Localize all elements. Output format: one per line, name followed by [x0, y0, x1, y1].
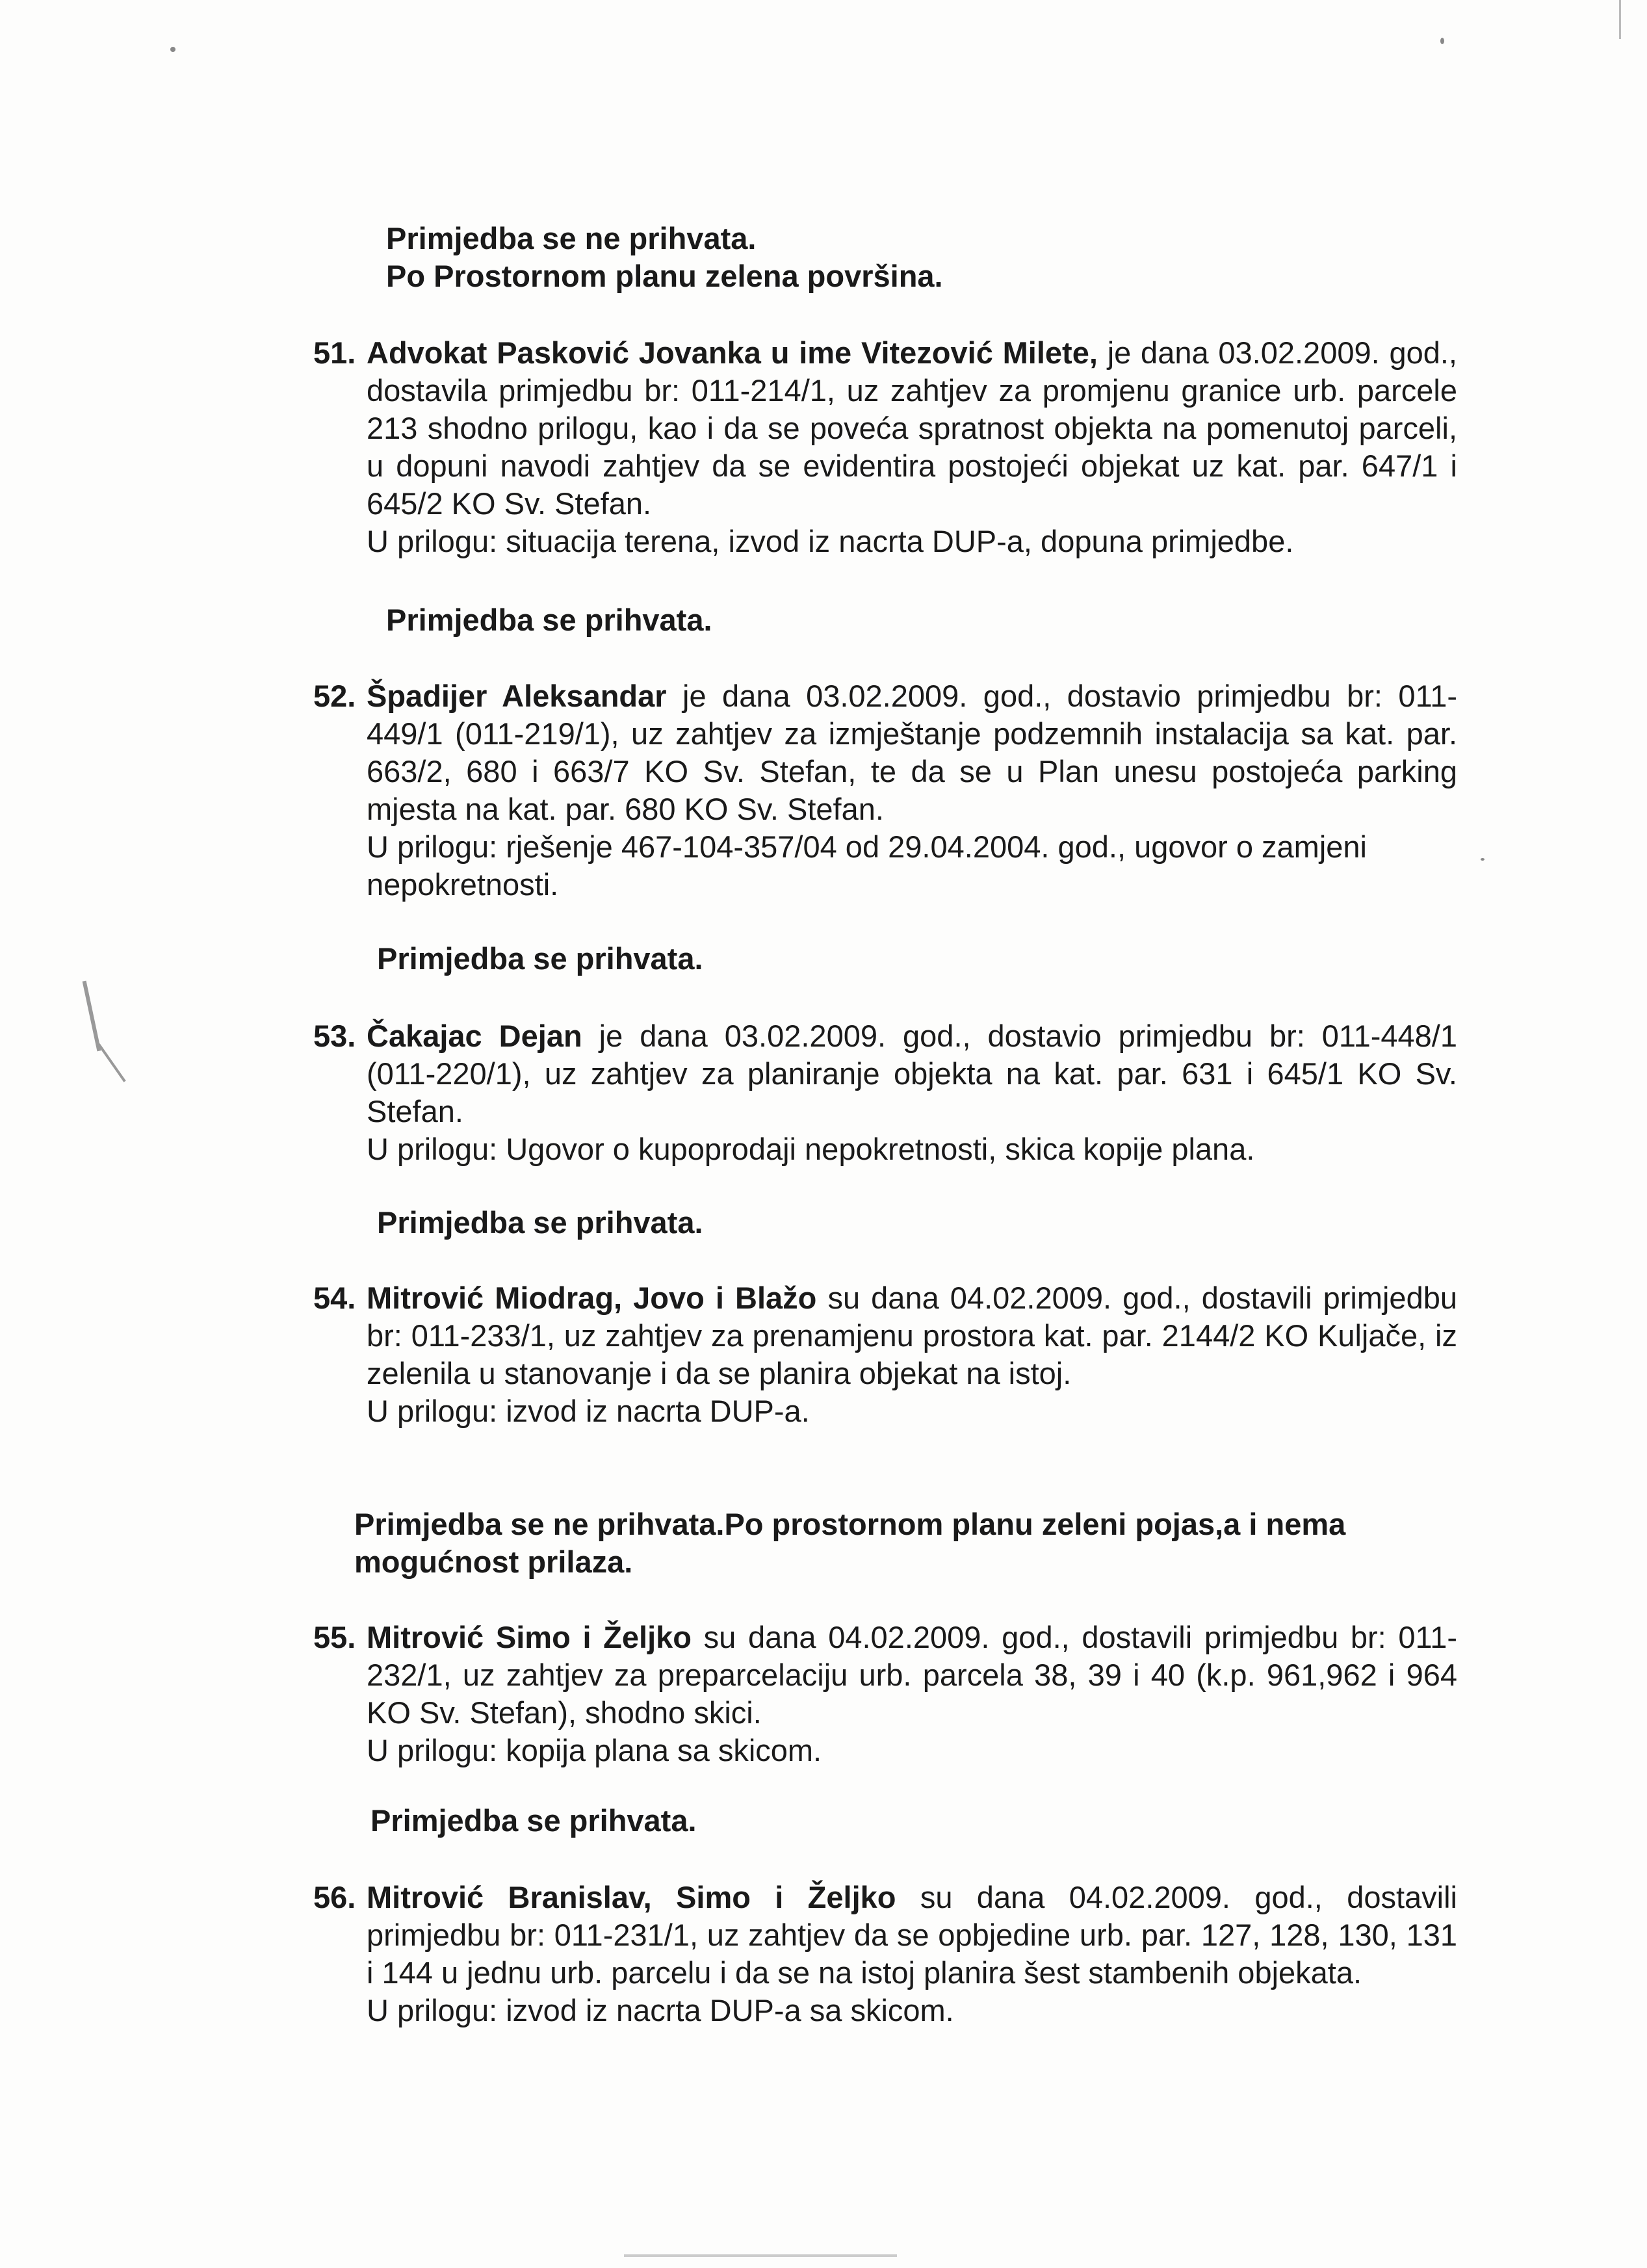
scan-speck — [1440, 38, 1444, 44]
list-item — [313, 1279, 1457, 1430]
item-number: 55. — [313, 1620, 356, 1654]
item-text: je dana 03.02.2009. god., dostavila primjedbu br: 011-214/1, uz zahtjev za promjenu granice urb. parcele 213 shodno prilogu, kao i da se poveća spratnost objekta na pomenutoj parceli, u dopuni navodi zahtjev da se evidentira postojeći objekat uz kat. par. 647/1 i 645/2 KO Sv. Stefan. — [367, 335, 1457, 521]
item-name: Advokat Pasković Jovanka u ime Vitezović Milete, — [367, 335, 1098, 370]
scan-edge — [1619, 0, 1621, 39]
item-text: su dana 04.02.2009. god., dostavili primjedbu br: 011-233/1, uz zahtjev za prenamjenu prostora kat. par. 2144/2 KO Kuljače, iz zelenila u stanovanje i da se planira objekat na istoj. — [367, 1281, 1457, 1390]
item-decision: Primjedba se prihvata. — [386, 603, 712, 637]
item-text: je dana 03.02.2009. god., dostavio primjedbu br: 011-448/1 (011-220/1), uz zahtjev za planiranje objekta na kat. par. 631 i 645/1 KO Sv. Stefan. — [367, 1019, 1457, 1128]
item-name: Špadijer Aleksandar — [367, 679, 667, 713]
item-number: 51. — [313, 335, 356, 370]
scan-bottom-rule — [624, 2254, 897, 2257]
item-decision: Primjedba se prihvata. — [377, 1205, 703, 1240]
item-text: je dana 03.02.2009. god., dostavio primjedbu br: 011-449/1 (011-219/1), uz zahtjev za izmještanje podzemnih instalacija sa kat. par. 663/2, 680 i 663/7 KO Sv. Stefan, te da se u Plan unesu postojeća parking mjesta na kat. par. 680 KO Sv. Stefan. — [367, 679, 1458, 826]
item-name: Čakajac Dejan — [367, 1019, 582, 1053]
intro-decision-reason: Po Prostornom planu zelena površina. — [386, 259, 943, 293]
scan-speck — [170, 47, 175, 52]
item-number: 53. — [313, 1019, 356, 1053]
item-attachment: U prilogu: kopija plana sa skicom. — [367, 1733, 822, 1767]
item-attachment: U prilogu: izvod iz nacrta DUP-a. — [367, 1394, 810, 1428]
list-item — [313, 1619, 1457, 1769]
list-item — [313, 677, 1457, 904]
item-decision: Primjedba se prihvata. — [370, 1803, 697, 1838]
list-item — [313, 334, 1457, 560]
list-item — [313, 1879, 1457, 2029]
item-name: Mitrović Miodrag, Jovo i Blažo — [367, 1281, 817, 1315]
item-number: 52. — [313, 679, 356, 713]
item-name: Mitrović Branislav, Simo i Željko — [367, 1880, 896, 1914]
item-number: 54. — [313, 1281, 356, 1315]
list-item — [313, 1017, 1457, 1168]
intro-decision-line: Primjedba se ne prihvata. — [386, 221, 757, 255]
item-text: su dana 04.02.2009. god., dostavili primjedbu br: 011-231/1, uz zahtjev da se opbjedine urb. par. 127, 128, 130, 131 i 144 u jednu urb. parcelu i da se na istoj planira šest stambenih objekata. — [367, 1880, 1457, 1990]
scan-mark — [97, 1043, 125, 1082]
item-attachment: U prilogu: Ugovor o kupoprodaji nepokretnosti, skica kopije plana. — [367, 1132, 1255, 1166]
item-decision: Primjedba se ne prihvata.Po prostornom planu zeleni pojas,a i nema mogućnost prilaza. — [354, 1507, 1346, 1579]
item-attachment: U prilogu: rješenje 467-104-357/04 od 29.04.2004. god., ugovor o zamjeni nepokretnosti. — [367, 829, 1367, 902]
item-number: 56. — [313, 1880, 356, 1914]
item-name: Mitrović Simo i Željko — [367, 1620, 692, 1654]
scan-mark — [83, 981, 101, 1052]
item-decision: Primjedba se prihvata. — [377, 941, 703, 976]
scan-speck — [1481, 858, 1485, 861]
item-text: su dana 04.02.2009. god., dostavili primjedbu br: 011-232/1, uz zahtjev za preparcelaciju urb. parcela 38, 39 i 40 (k.p. 961,962 i 964 KO Sv. Stefan), shodno skici. — [367, 1620, 1457, 1730]
item-attachment: U prilogu: izvod iz nacrta DUP-a sa skicom. — [367, 1993, 954, 2027]
item-attachment: U prilogu: situacija terena, izvod iz nacrta DUP-a, dopuna primjedbe. — [367, 524, 1294, 558]
